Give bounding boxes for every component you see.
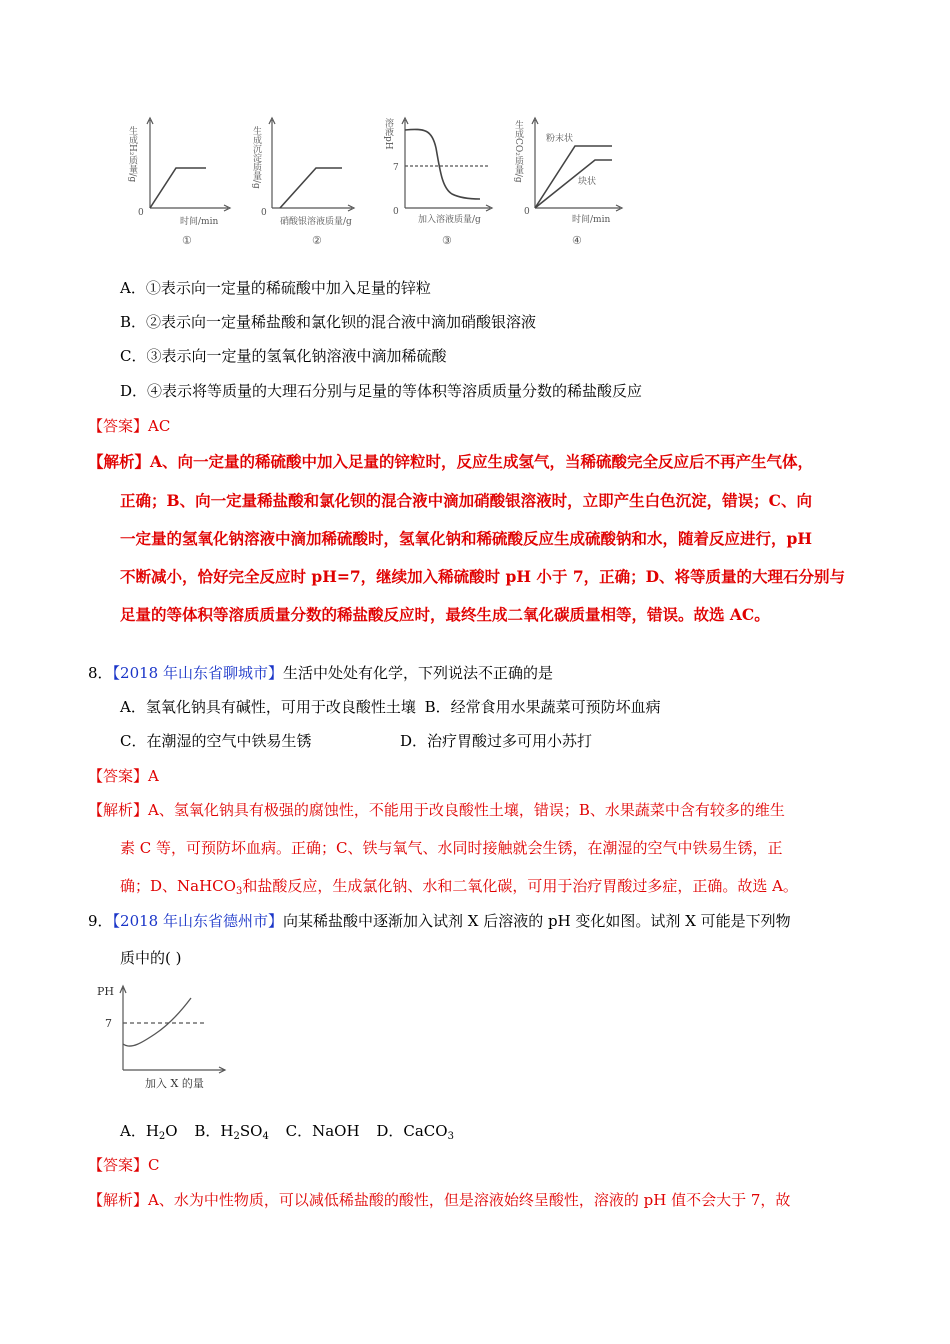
q8-answer-value: A (148, 767, 159, 785)
q9-explanation-tag: 【解析】 (88, 1191, 149, 1209)
graph-4 (532, 118, 622, 211)
q8-explanation-sub: 3 (235, 886, 243, 897)
graph-4-block-curve (535, 160, 612, 208)
graph-1-origin: 0 (138, 208, 144, 218)
q8-option-c: C．在潮湿的空气中铁易生锈 (120, 732, 312, 750)
q9-ph-curve (123, 998, 191, 1046)
q7-explanation-line-1 (88, 451, 813, 472)
graph-4-number: ④ (572, 234, 582, 247)
q8-stem (88, 663, 553, 683)
q8-explanation-line-1 (88, 800, 785, 820)
q9-answer (88, 1155, 160, 1175)
q8-option-b: B．经常食用水果蔬菜可预防坏血病 (424, 698, 661, 716)
q9-explanation-line-1 (88, 1190, 790, 1210)
q8-source: 【2018 年山东省聊城市】 (112, 664, 283, 682)
q7-explanation-tag: 【解析】 (88, 452, 151, 471)
q7-option-b: B．②表示向一定量稀盐酸和氯化钡的混合液中滴加硝酸银溶液 (120, 313, 537, 331)
q8-options-row-1 (120, 697, 661, 717)
graph-2-xlabel: 硝酸银溶液质量/g (280, 217, 352, 227)
q7-option-c: C．③表示向一定量的氢氧化钠溶液中滴加稀硫酸 (120, 347, 447, 365)
graph-1-number: ① (182, 234, 192, 247)
graph-1-ylabel: 生成H₂质量/g (127, 126, 137, 183)
q7-explanation-text-1: A、向一定量的稀硫酸中加入足量的锌粒时，反应生成氢气，当稀硫酸完全反应后不再产生气体， (150, 452, 814, 471)
q8-explanation-line-2: 素 C 等，可预防坏血病。正确；C、铁与氧气、水同时接触就会生锈，在潮湿的空气中铁易生锈，正 (120, 839, 783, 857)
graph-2-origin: 0 (261, 208, 267, 218)
q9-graph-xlabel: 加入 X 的量 (145, 1077, 204, 1090)
q7-answer-value: AC (148, 417, 171, 435)
graph-3-xlabel: 加入溶液质量/g (418, 215, 481, 225)
graph-1 (147, 118, 230, 211)
q8-option-a: A．氢氧化钠具有碱性，可用于改良酸性土壤 (120, 698, 416, 716)
q9-graph-ylabel: PH (97, 985, 114, 998)
graph-4-block-label: 块状 (578, 177, 597, 187)
graph-4-powder-label: 粉末状 (546, 134, 574, 144)
q9-options (120, 1121, 454, 1147)
q7-explanation-line-3: 一定量的氢氧化钠溶液中滴加稀硫酸时，氢氧化钠和稀硫酸反应生成硫酸钠和水，随着反应进行，pH (120, 529, 812, 548)
q8-number: 8． (88, 664, 113, 682)
q8-option-d: D．治疗胃酸过多可用小苏打 (400, 732, 593, 750)
q8-explanation-text-1: A、氢氧化钠具有极强的腐蚀性，不能用于改良酸性土壤，错误；B、水果蔬菜中含有较多的维生 (148, 801, 785, 819)
q7-explanation-line-4: 不断减小，恰好完全反应时 pH=7，继续加入稀硫酸时 pH 小于 7，正确；D、将等质量的大理石分别与 (120, 567, 846, 586)
q8-answer-tag: 【答案】 (88, 767, 149, 785)
q9-option-c: C．NaOH (285, 1122, 360, 1140)
q7-answer (88, 416, 170, 436)
q9-graph-seven: 7 (105, 1017, 112, 1030)
q8-answer (88, 766, 159, 786)
graph-1-xlabel: 时间/min (180, 217, 219, 227)
graph-2-curve (280, 168, 342, 208)
q9-option-b: B．$H_2SO_4$ (194, 1122, 269, 1142)
graph-3-curve (405, 129, 480, 199)
graph-1-curve (150, 168, 206, 208)
q9-stem (88, 911, 791, 931)
graph-2 (269, 118, 354, 211)
graph-4-xlabel: 时间/min (572, 215, 611, 225)
q7-explanation-line-5: 足量的等体积等溶质质量分数的稀盐酸反应时，最终生成二氧化碳质量相等，错误。故选 AC。 (120, 605, 770, 624)
graph-4-ylabel: 生成CO₂质量/g (513, 120, 523, 183)
q9-stem-text: 向某稀盐酸中逐渐加入试剂 X 后溶液的 pH 变化如图。试剂 X 可能是下列物 (283, 912, 791, 930)
q7-option-a: A．①表示向一定量的稀硫酸中加入足量的锌粒 (120, 279, 431, 297)
q7-answer-tag: 【答案】 (88, 417, 149, 435)
graph-4-origin: 0 (524, 207, 530, 217)
q8-explanation-line-3 (120, 876, 798, 902)
figure-four-graphs (120, 108, 630, 253)
q7-option-d: D．④表示将等质量的大理石分别与足量的等体积等溶质质量分数的稀盐酸反应 (120, 382, 643, 400)
graph-3-number: ③ (442, 234, 452, 247)
q9-answer-tag: 【答案】 (88, 1156, 149, 1174)
q9-explanation-text-1: A、水为中性物质，可以减低稀盐酸的酸性，但是溶液始终呈酸性，溶液的 pH 值不会大于 7，故 (148, 1191, 791, 1209)
q9-number: 9． (88, 912, 113, 930)
q9-ph-graph (95, 980, 235, 1092)
q9-option-a: A．$H_2O$ (120, 1122, 178, 1142)
graph-3-seven: 7 (393, 163, 399, 173)
graph-3 (402, 118, 492, 211)
q7-explanation-line-2: 正确；B、向一定量稀盐酸和氯化钡的混合液中滴加硝酸银溶液时，立即产生白色沉淀，错误；C、向 (120, 491, 812, 510)
graph-2-ylabel: 生成沉淀质量/g (251, 126, 261, 189)
q9-stem-line-2: 质中的( ) (120, 949, 182, 967)
q8-stem-text: 生活中处处有化学，下列说法不正确的是 (283, 664, 554, 682)
q9-source: 【2018 年山东省德州市】 (112, 912, 283, 930)
q8-explanation-text-3b: 和盐酸反应，生成氯化钠、水和二氧化碳，可用于治疗胃酸过多症，正确。故选 A。 (242, 877, 798, 895)
q9-option-d: D．CaCO$_3$ (376, 1122, 454, 1142)
graph-3-origin: 0 (393, 207, 399, 217)
q9-answer-value: C (148, 1156, 160, 1174)
q8-explanation-tag: 【解析】 (88, 801, 149, 819)
graph-3-ylabel: 溶液pH (383, 118, 393, 150)
graph-2-number: ② (312, 234, 322, 247)
q8-explanation-text-3a: 确；D、NaHCO (120, 877, 236, 895)
